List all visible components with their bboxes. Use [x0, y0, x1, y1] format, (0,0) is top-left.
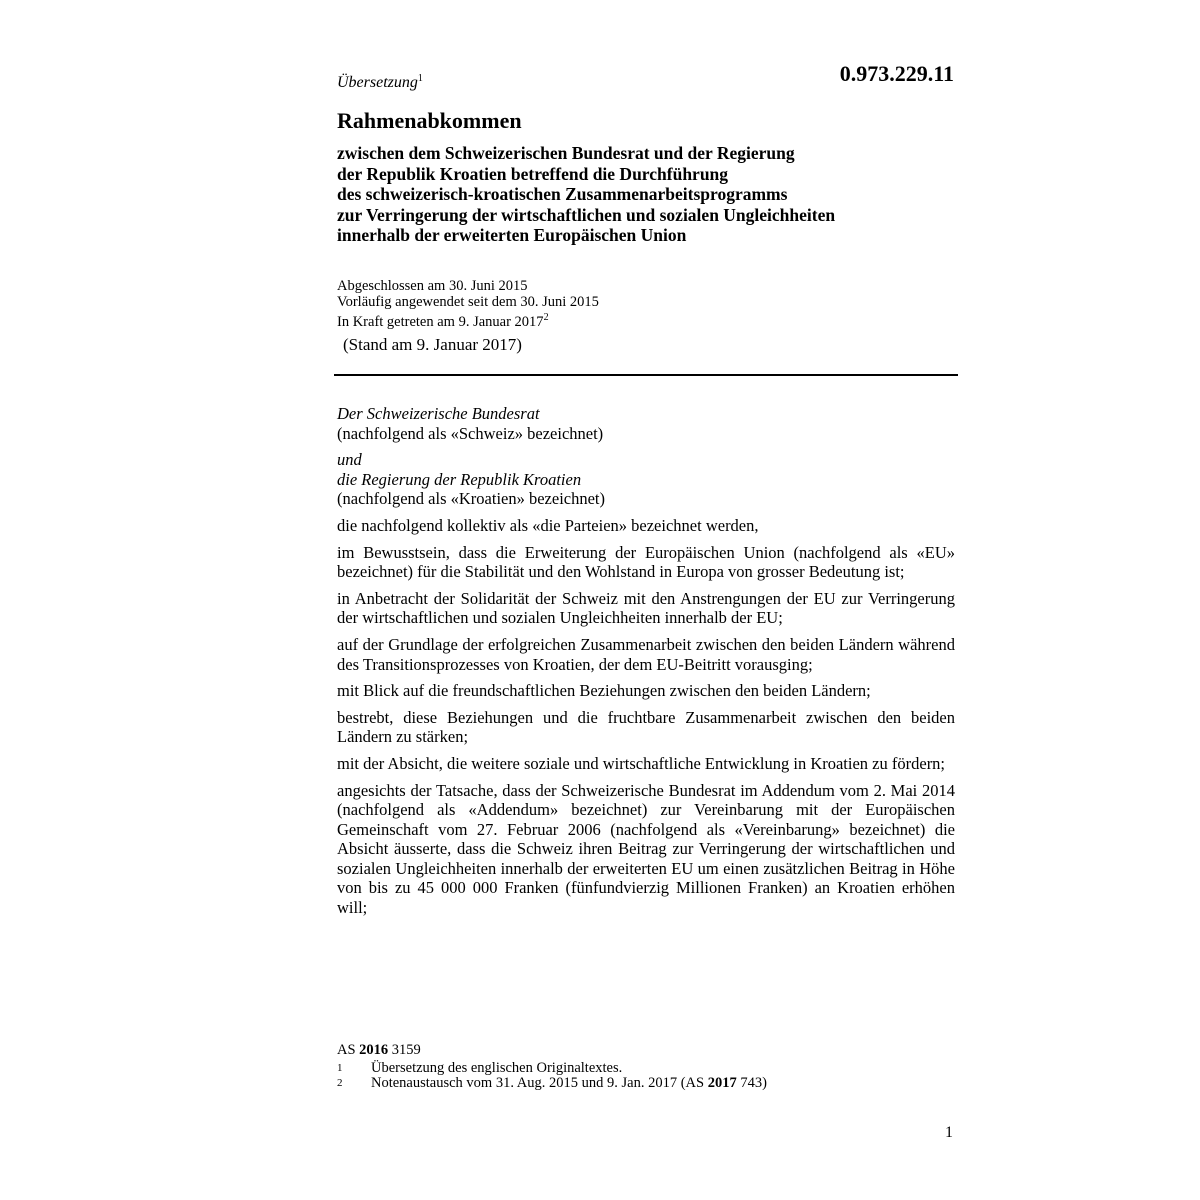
as-page: 3159 [391, 1042, 421, 1058]
footnote-1 [337, 1061, 767, 1077]
document-title: Rahmenabkommen [337, 108, 522, 133]
footnote-number: 1 [337, 1061, 343, 1074]
preamble-paragraph: mit der Absicht, die weitere soziale und wirtschaftliche Entwicklung in Kroatien zu fördern; [337, 753, 946, 773]
party-1-name: Der Schweizerische Bundesrat [337, 404, 540, 423]
footnote-text: Übersetzung des englischen Originaltextes. [371, 1059, 623, 1076]
subtitle-line: innerhalb der erweiterten Europäischen Union [337, 225, 687, 245]
in-force-date [337, 310, 599, 331]
footnote-text-suffix: 743) [740, 1075, 767, 1091]
footnote-text [371, 1076, 767, 1092]
as-year: 2016 [359, 1042, 389, 1058]
document-subtitle [337, 143, 977, 246]
as-prefix: AS [337, 1042, 356, 1058]
party-2-name: die Regierung der Republik Kroatien [337, 469, 582, 489]
footnote-2 [337, 1076, 767, 1092]
footnote-ref-1[interactable]: 1 [417, 73, 423, 84]
footnote-number: 2 [337, 1077, 343, 1089]
sr-number: 0.973.229.11 [839, 61, 954, 86]
footnote-year: 2017 [707, 1075, 737, 1091]
preamble-paragraph: bestrebt, diese Beziehungen und die fruchtbare Zusammenarbeit zwischen den beiden Ländern zu stärken; [337, 707, 955, 747]
conjunction: und [337, 450, 362, 470]
as-reference [337, 1043, 767, 1059]
preamble-paragraph: in Anbetracht der Solidarität der Schweiz mit den Anstrengungen der EU zur Verringerung der wirtschaftlichen und sozialen Ungleichheiten innerhalb der EU; [337, 588, 955, 628]
subtitle-line: zur Verringerung der wirtschaftlichen und sozialen Ungleichheiten [337, 204, 836, 225]
subtitle-line: des schweizerisch-kroatischen Zusammenarbeitsprogramms [337, 184, 788, 204]
translation-text: Übersetzung [337, 74, 418, 91]
footnote-text-prefix: Notenaustausch vom 31. Aug. 2015 und 9. Jan. 2017 (AS [371, 1075, 705, 1091]
subtitle-line: zwischen dem Schweizerischen Bundesrat und der Regierung [337, 143, 795, 163]
concluded-date: Abgeschlossen am 30. Juni 2015 [337, 278, 528, 294]
horizontal-divider [334, 374, 958, 376]
footnote-ref-2[interactable]: 2 [543, 312, 549, 323]
subtitle-line: der Republik Kroatien betreffend die Durchführung [337, 163, 729, 184]
translation-label [337, 73, 423, 92]
party-2 [337, 450, 955, 509]
preamble-paragraph: angesichts der Tatsache, dass der Schweizerische Bundesrat im Addendum vom 2. Mai 2014 (nachfolgend als «Addendum» bezeichnet) zur Vereinbarung mit der Europäischen Gemeinschaft vom 27. Februar 2006 (nachfolgend als «Vereinbarung» bezeichnet) die Absicht äusserte, dass die Schweiz ihren Beitrag zur Verringerung der wirtschaftlichen und sozialen Ungleichheiten innerhalb der erweiterten EU um einen zusätzlichen Beitrag in Höhe von bis zu 45 000 000 Franken (fünfundvierzig Millionen Franken) an Kroatien erhöhen will; [337, 780, 955, 918]
status-date: (Stand am 9. Januar 2017) [343, 335, 522, 354]
date-block [337, 279, 599, 331]
page-number: 1 [945, 1124, 953, 1141]
in-force-text: In Kraft getreten am 9. Januar 2017 [337, 314, 544, 330]
preamble-paragraph: mit Blick auf die freundschaftlichen Beziehungen zwischen den beiden Ländern; [337, 681, 871, 701]
preamble-paragraph: auf der Grundlage der erfolgreichen Zusammenarbeit zwischen den beiden Ländern während des Transitionsprozesses von Kroatien, der dem EU-Beitritt vorausging; [337, 634, 955, 674]
party-1 [337, 404, 955, 443]
preamble-paragraph: im Bewusstsein, dass die Erweiterung der Europäischen Union (nachfolgend als «EU» bezeichnet) für die Stabilität und den Wohlstand in Europa von grosser Bedeutung ist; [337, 542, 955, 582]
party-2-desc: (nachfolgend als «Kroatien» bezeichnet) [337, 489, 606, 509]
party-1-desc: (nachfolgend als «Schweiz» bezeichnet) [337, 423, 604, 443]
preamble-paragraph: die nachfolgend kollektiv als «die Parteien» bezeichnet werden, [337, 515, 759, 535]
footnotes [337, 1043, 767, 1092]
provisional-date: Vorläufig angewendet seit dem 30. Juni 2015 [337, 293, 599, 310]
preamble [337, 404, 955, 925]
